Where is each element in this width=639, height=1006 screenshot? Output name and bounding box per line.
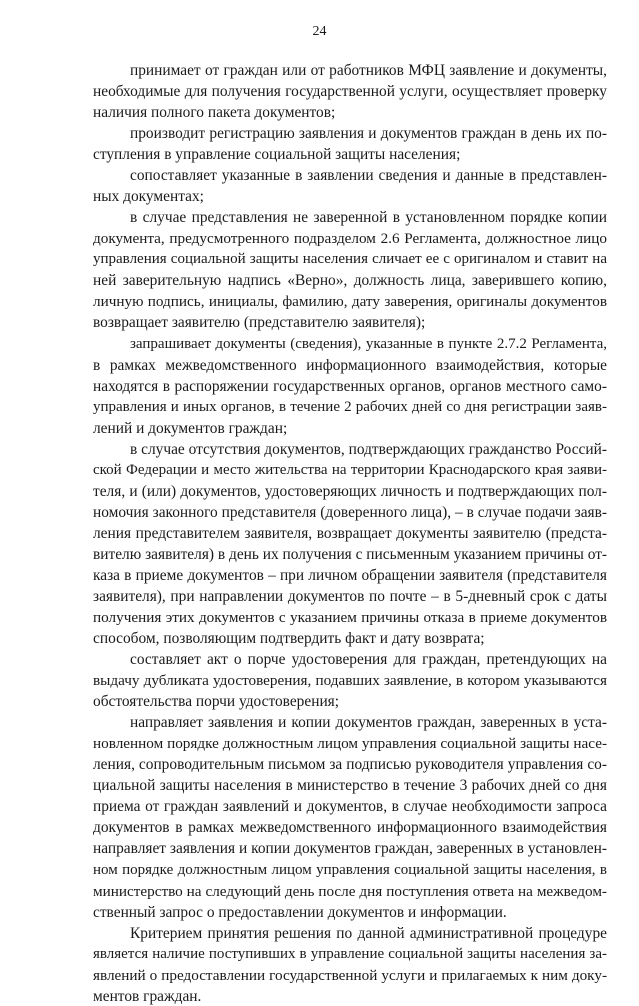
text-line: получения этих документов с указанием причины отказа в приеме документов — [93, 609, 607, 626]
text-line: запрашивает документы (сведения), указанные в пункте 2.7.2 Регламента, — [130, 336, 607, 352]
text-line: вителю заявителя) в день их получения с письменным указанием причины от- — [93, 546, 608, 563]
text-line: циальной защиты населения в министерство в течение 3 рабочих дней со дня — [93, 777, 607, 794]
text-line: в случае отсутствия документов, подтверждающих гражданство Россий- — [130, 441, 607, 458]
text-line: выдачу дубликата удостоверения, подавших заявление, в котором указываются — [93, 672, 607, 689]
text-line: наличия полного пакета документов; — [93, 104, 336, 121]
text-line: теля, и (или) документов, удостоверяющих личность и подтверждающих пол- — [93, 483, 607, 500]
text-line: принимает от граждан или от работников МФЦ заявление и документы, — [130, 62, 607, 79]
text-line: находятся в распоряжении государственных органов, органов местного само- — [93, 378, 607, 395]
text-line: ней заверительную надпись «Верно», должность лица, заверившего копию, — [93, 272, 607, 289]
page-number: 24 — [312, 24, 327, 39]
text-line: производит регистрацию заявления и документов граждан в день их по- — [130, 125, 607, 142]
text-line: способом, позволяющим подтвердить факт и дату возврата; — [93, 630, 485, 647]
text-line: является наличие поступивших в управление социальной защиты населения за- — [93, 946, 607, 962]
text-line: ных документах; — [93, 188, 204, 205]
text-line: возвращает заявителю (представителю заявителя); — [93, 314, 426, 331]
text-line: документов в рамках межведомственного информационного взаимодействия — [93, 819, 607, 836]
text-line: каза в приеме документов – при личном обращении заявителя (представителя — [93, 567, 607, 584]
text-line: лений и документов граждан; — [93, 420, 288, 437]
text-line: направляет заявления и копии документов граждан, заверенных в уста- — [130, 714, 607, 731]
text-line: ном порядке должностным лицом управления социальной защиты населения, в — [93, 862, 607, 878]
text-line: явлений о предоставлении государственной услуги и прилагаемых к ним доку- — [93, 967, 607, 984]
text-line: обстоятельства порчи удостоверения; — [93, 693, 340, 710]
text-line: управления и иных органов, в течение 2 рабочих дней со дня регистрации заяв- — [93, 399, 607, 415]
text-line: Критерием принятия решения по данной административной процедуре — [130, 925, 607, 942]
text-line: ления, сопроводительным письмом за подписью руководителя управления со- — [93, 756, 607, 773]
text-line: ственный запрос о предоставлении документов и информации. — [93, 904, 507, 921]
text-line: направляет заявления и копии документов граждан, заверенных в установлен- — [93, 840, 607, 857]
text-line: новленном порядке должностным лицом управления социальной защиты насе- — [93, 735, 607, 752]
text-line: ления представителем заявителя, возвращает документы заявителю (предста- — [93, 525, 607, 542]
text-line: составляет акт о порче удостоверения для граждан, претендующих на — [130, 651, 607, 668]
text-line: личную подпись, инициалы, фамилию, дату заверения, оригиналы документов — [93, 293, 607, 310]
text-line: номочия законного представителя (доверенного лица), – в случае подачи заяв- — [93, 504, 607, 521]
text-line: документа, предусмотренного подразделом 2.6 Регламента, должностное лицо — [93, 230, 607, 247]
text-line: министерство на следующий день после дня поступления ответа на межведом- — [93, 883, 607, 900]
text-line: в рамках межведомственного информационного взаимодействия, которые — [93, 357, 607, 374]
text-line: ступления в управление социальной защиты населения; — [93, 146, 461, 163]
text-line: управления социальной защиты населения сличает ее с оригиналом и ставит на — [93, 251, 607, 267]
text-line: приема от граждан заявлений и документов, в случае необходимости запроса — [93, 798, 607, 815]
text-line: необходимые для получения государственной услуги, осуществляет проверку — [93, 83, 607, 100]
text-line: ментов граждан. — [93, 988, 202, 1005]
text-line: заявителя), при направлении документов по почте – в 5-дневный срок с даты — [93, 588, 607, 605]
text-line: сопоставляет указанные в заявлении сведения и данные в представлен- — [130, 167, 607, 184]
text-line: ской Федерации и место жительства на территории Краснодарского края заяви- — [93, 462, 607, 478]
text-line: в случае представления не заверенной в установленном порядке копии — [130, 209, 607, 226]
